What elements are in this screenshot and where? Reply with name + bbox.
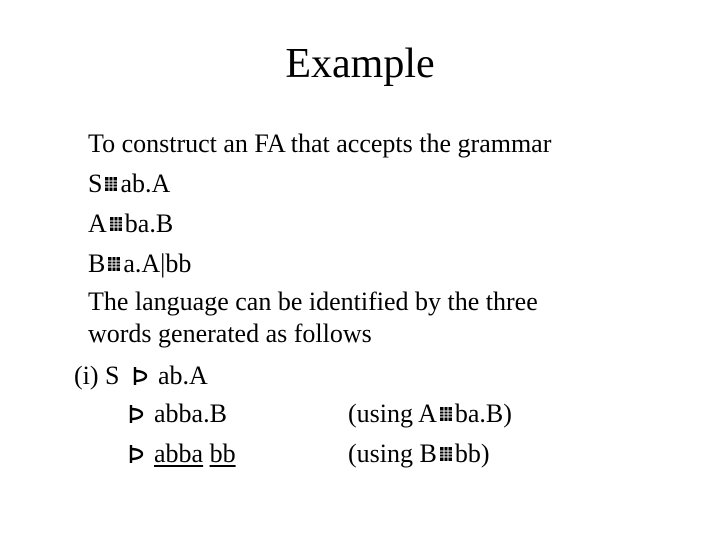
production-symbol-icon [108, 214, 124, 234]
derivation-line-3 [128, 438, 236, 470]
derives-arrow-icon [128, 403, 146, 425]
paragraph-line-2: words generated as follows [88, 319, 372, 348]
production-1-lhs: S [88, 169, 103, 198]
production-symbol-icon [103, 174, 119, 194]
derivation-line-2 [128, 398, 227, 430]
production-symbol-icon [438, 404, 454, 424]
derivation-step-3-part-2: bb [209, 439, 236, 468]
derives-arrow-icon [128, 443, 146, 465]
derivation-label: (i) S [74, 361, 120, 390]
derivation-step-1: ab.A [158, 361, 208, 390]
production-symbol-icon [438, 444, 454, 464]
derives-arrow-icon [132, 365, 150, 387]
note-3-prefix: (using B [348, 439, 437, 468]
production-2 [88, 208, 173, 240]
production-1 [88, 168, 170, 200]
derivation-step-3-part-1: abba [154, 439, 204, 468]
production-3-lhs: B [88, 249, 106, 278]
derivation-note-3 [348, 438, 490, 470]
derivation-step-2: abba.B [154, 399, 227, 428]
production-1-rhs: ab.A [120, 169, 171, 198]
derivation-line-1 [74, 360, 208, 392]
slide-title: Example [285, 41, 435, 87]
derivation-note-2 [348, 398, 512, 430]
note-3-suffix: bb) [454, 439, 490, 468]
production-symbol-icon [106, 254, 122, 274]
paragraph-line-1: The language can be identified by the three [88, 287, 538, 316]
intro-text: To construct an FA that accepts the grammar [88, 129, 552, 158]
note-2-suffix: ba.B) [454, 399, 512, 428]
production-3-rhs: a.A|bb [123, 249, 192, 278]
note-2-prefix: (using A [348, 399, 437, 428]
production-2-lhs: A [88, 209, 107, 238]
production-3 [88, 248, 191, 280]
production-2-rhs: ba.B [124, 209, 174, 238]
